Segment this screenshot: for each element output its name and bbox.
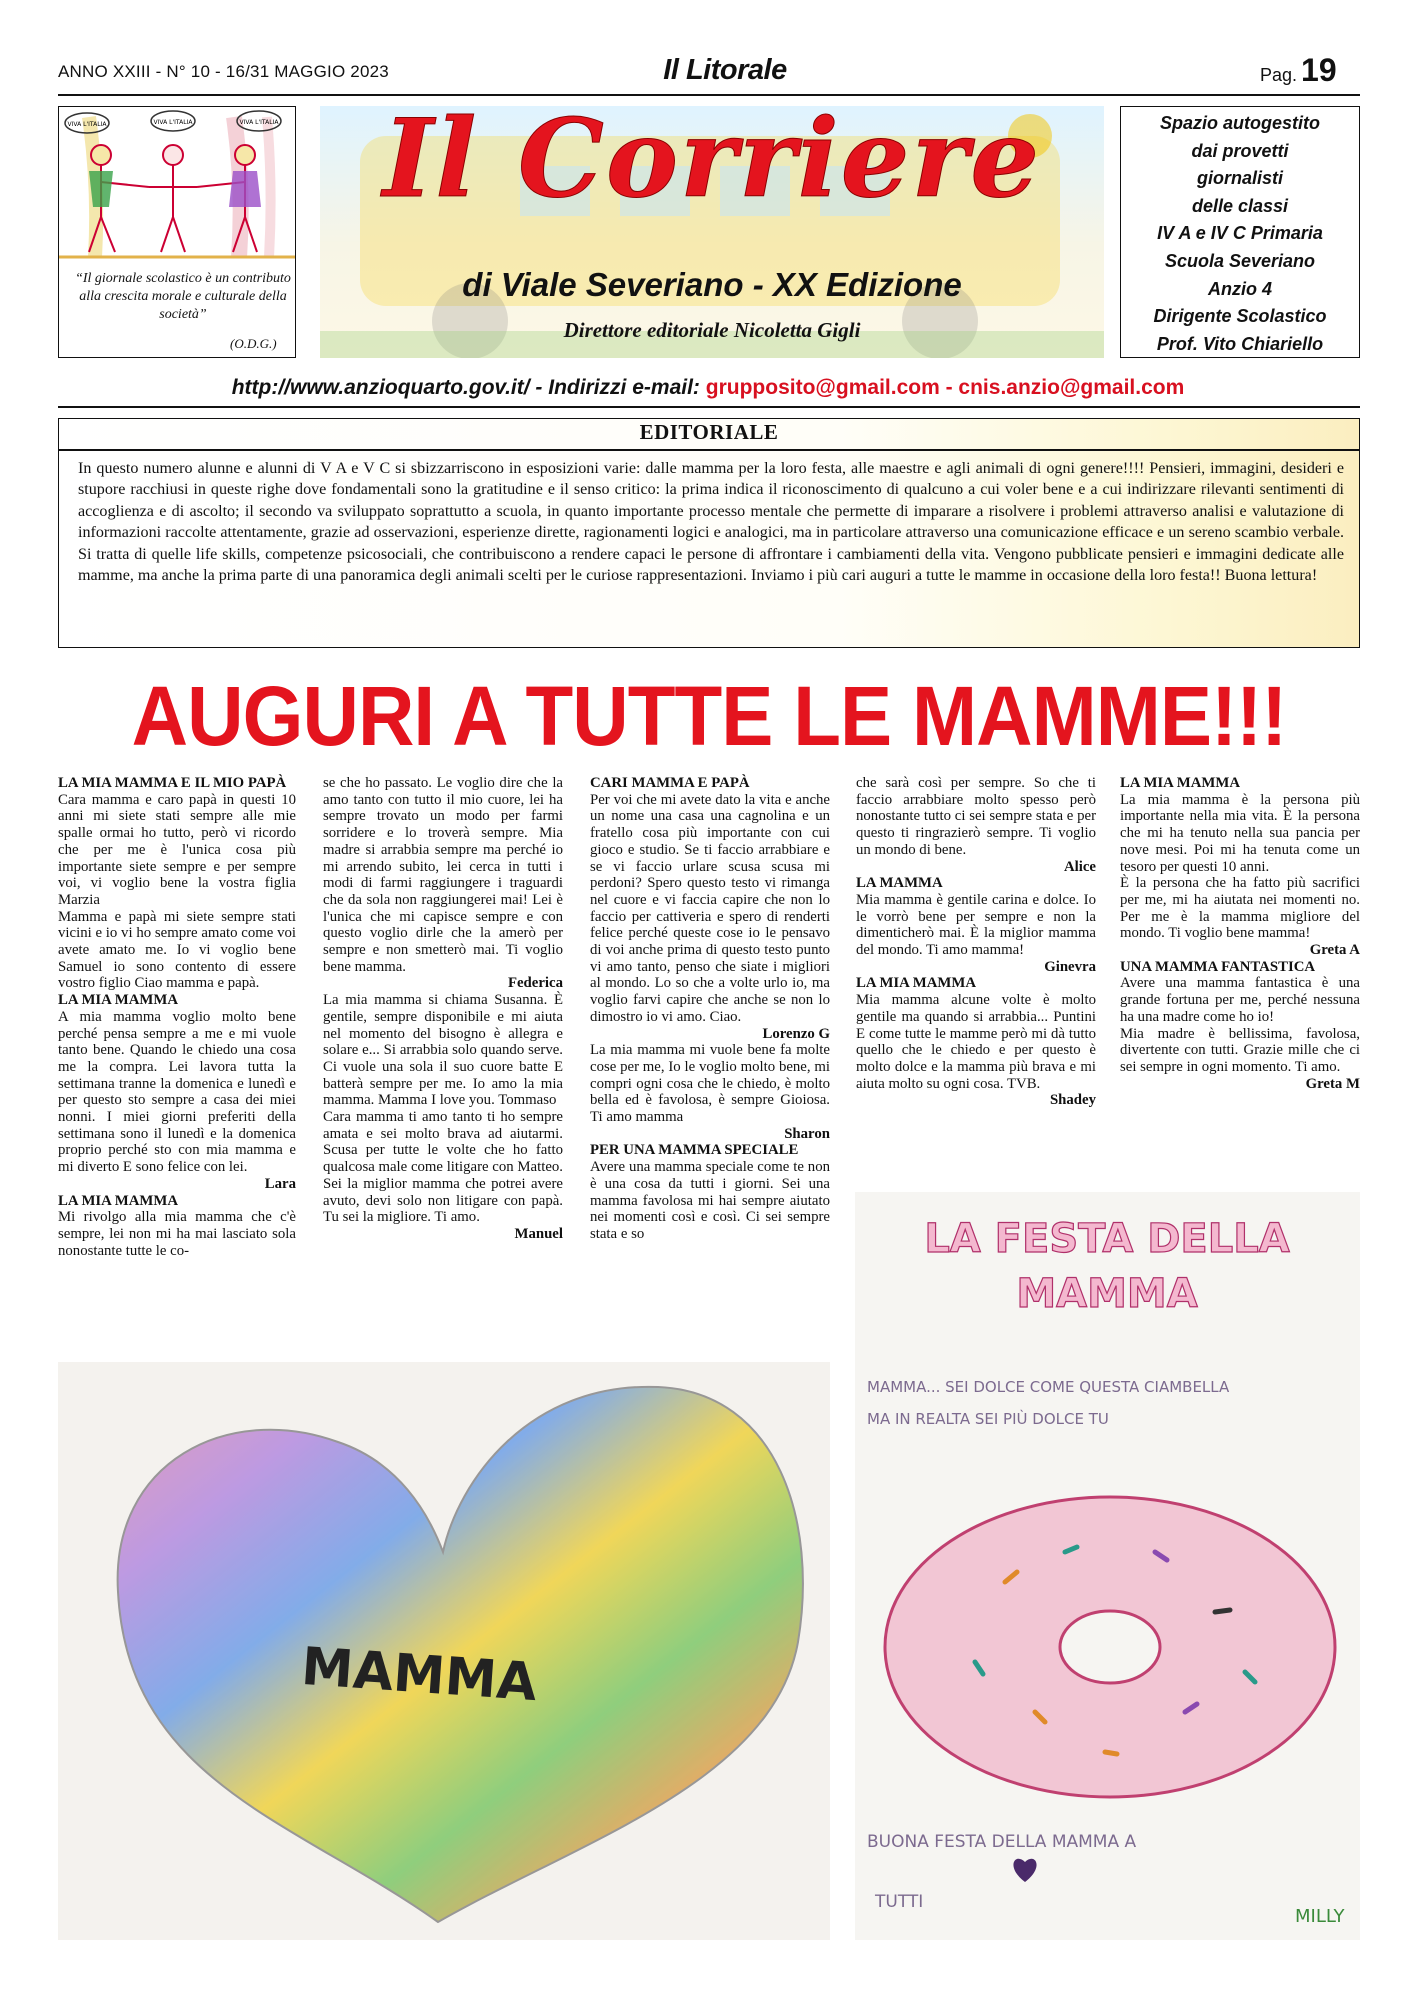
issue-info: ANNO XXIII - N° 10 - 16/31 MAGGIO 2023 bbox=[58, 62, 389, 81]
article-text: La mia mamma si chiama Susanna. È gentile, sempre disponibile e mi aiuta nel momento del bisogno è allegra e solare e... Si arrabbia solo quando serve. Ci vuole una sola il suo cuore batte E batterà sempre per me. Io amo la mia mamma. Mamma I love you. Tommaso bbox=[323, 992, 563, 1109]
article-text: È la persona che ha fatto più sacrifici per me, mi ha aiutata nei momenti no. Per me è la mamma migliore del mondo. Ti voglio bene mamma! bbox=[1120, 875, 1360, 942]
masthead-director: Direttore editoriale Nicoletta Gigli bbox=[563, 318, 861, 342]
article-text: Mia madre è bellissima, favolosa, divertente con tutti. Grazie mille che ci sei sempre in ogni momento. Ti amo. bbox=[1120, 1025, 1360, 1075]
article-text: Mamma e papà mi siete sempre stati vicini e io vi ho sempre amato come voi avete amato me. Io vi voglio bene Samuel io sono contento di essere vostro figlio Ciao mamma e papà. bbox=[58, 908, 296, 992]
donut-bottom-2: TUTTI bbox=[875, 1892, 924, 1912]
article-text: Mi rivolgo alla mia mamma che c'è sempre, lei non mi ha mai lasciato sola nonostante tutte le co- bbox=[58, 1209, 296, 1259]
donut-line-1: MAMMA... SEI DOLCE COME QUESTA CIAMBELLA bbox=[867, 1378, 1230, 1396]
children-drawing bbox=[59, 107, 295, 267]
page-number-value: 19 bbox=[1301, 52, 1337, 88]
odg-attribution: (O.D.G.) bbox=[230, 336, 277, 351]
contacts-rule bbox=[58, 406, 1360, 408]
class-info-line: Scuola Severiano bbox=[1164, 250, 1316, 271]
article-heading: LA MIA MAMMA E IL MIO PAPÀ bbox=[58, 775, 287, 791]
class-info-line: giornalisti bbox=[1196, 168, 1283, 189]
donut-line-2: MA IN REALTA SEI PIÙ DOLCE TU bbox=[867, 1410, 1109, 1428]
article-heading: LA MIA MAMMA bbox=[58, 992, 179, 1009]
editorial-title: EDITORIALE bbox=[639, 420, 779, 444]
website-link[interactable]: http://www.anzioquarto.gov.it/ - Indirizzi e-mail: bbox=[231, 376, 706, 399]
email-link-2[interactable]: cnis.anzio@gmail.com bbox=[958, 376, 1185, 399]
article-text: A mia mamma voglio molto bene perché pensa sempre a me e mi vuole tanto bene. Quando le chiedo una cosa me la compra. Lei lavora tutta la settimana tranne la domenica e lunedì e per questo sto sempre a casa dei miei nonni. I miei giorni preferiti della settimana sono il lunedì e la domenica proprio perché sto con mia mamma e mi diverto E sono felice con lei. bbox=[58, 1008, 296, 1176]
article-column-3 bbox=[590, 775, 830, 1243]
article-text: Mia mamma è gentile carina e dolce. Io le vorrò bene per sempre e non la dimenticherò mai. È la miglior mamma del mondo. Ti amo mamma! bbox=[856, 891, 1096, 959]
masthead-subtitle: di Viale Severiano - XX Edizione bbox=[462, 266, 962, 303]
bubble-text-3: VIVA L'ITALIA bbox=[239, 119, 279, 126]
article-text: che sarà così per sempre. So che ti faccio arrabbiare molto spesso però nonostante tutto ci sei sempre stata e per questo ti ringrazierò sempre. Ti voglio un mondo di bene. bbox=[856, 775, 1096, 858]
email-separator: - bbox=[939, 376, 959, 399]
class-info-line: dai provetti bbox=[1191, 140, 1289, 161]
article-signature: Manuel bbox=[514, 1225, 563, 1242]
bubble-text-2: VIVA L'ITALIA bbox=[153, 119, 193, 126]
article-column-2 bbox=[323, 775, 563, 1243]
article-text: Cara mamma ti amo tanto ti ho sempre amata e sei molto brava ad aiutarmi. Scusa per tutte le volte che ho fatto qualcosa male come litigare con Matteo. Sei la miglior mamma che potrei avere avuto, devi solo non litigare con papà. Tu sei la migliore. Ti amo. bbox=[323, 1109, 563, 1226]
class-info-line: Anzio 4 bbox=[1207, 278, 1272, 299]
article-heading: CARI MAMMA E PAPÀ bbox=[590, 775, 750, 791]
article-signature: Greta A bbox=[1309, 942, 1360, 959]
article-heading: LA MIA MAMMA bbox=[856, 975, 977, 992]
article-signature: Shadey bbox=[1049, 1092, 1096, 1109]
article-text: Cara mamma e caro papà in questi 10 anni mi siete stati sempre alle mie spalle ormai ho tutto, però vi ricordo che per me è l'unica cosa più importante siete sempre e per sempre voi, vi voglio bene la vostra figlia Marzia bbox=[58, 791, 296, 908]
class-info-line: Prof. Vito Chiariello bbox=[1156, 333, 1324, 354]
page-label: Pag. bbox=[1260, 65, 1298, 85]
article-heading: LA MIA MAMMA bbox=[1120, 775, 1241, 791]
class-info-line: delle classi bbox=[1191, 195, 1289, 216]
article-column-1 bbox=[58, 775, 296, 1259]
article-signature: Greta M bbox=[1305, 1075, 1360, 1092]
class-info-line: Dirigente Scolastico bbox=[1153, 306, 1327, 327]
article-text: Mia mamma alcune volte è molto gentile ma quando si arrabbia... Puntini E come tutte le mamme però mi dà tutto quello che le chiedo e per questo è molto dolce e la mamma più brava e mi aiuta molto su ogni cosa. TVB. bbox=[856, 992, 1096, 1092]
article-column-5 bbox=[1120, 775, 1360, 1092]
donut-title-2: MAMMA bbox=[1016, 1271, 1198, 1317]
article-heading: LA MAMMA bbox=[856, 875, 943, 892]
masthead-title: Il Corriere bbox=[382, 96, 1042, 222]
odg-quote: “Il giornale scolastico è un contributo alla crescita morale e culturale della società” bbox=[75, 271, 291, 322]
editorial-text: In questo numero alunne e alunni di V A e V C si sbizzarriscono in esposizioni varie: dalle mamma per la loro festa, alle maestre e agli animali di ogni genere!!!! Pensieri, immagini, desideri e stupore racchiusi in queste righe dove fondamentali sono la gratitudine e il senso critico: la prima indica il riconoscimento di qualcuno a cui voler bene e a cui indirizzare rilevanti sentimenti di accoglienza e di ascolto; il secondo va sviluppato soprattutto a scuola, in quanto importante processo mentale che permette di imparare a risolvere i problemi attraverso analisi e valutazione di informazioni raccolte attentamente, grazie ad osservazioni, esperienze dirette, ragionamenti logici e analogici, ma in particolare attraverso una comunicazione efficace e un sereno scambio verbale. Si tratta di quelle life skills, competenze psicosociali, che contribuiscono a rendere capaci le persone di affrontare i cambiamenti della vita. Vengono pubblicate pensieri e immagini dedicate alle mamme, ma anche la prima parte di una panoramica degli animali scelti per le curiose rappresentazioni. Inviamo i più cari auguri a tutte le mamme in occasione della loro festa!! Buona lettura! bbox=[78, 460, 1344, 585]
article-signature: Lara bbox=[264, 1175, 296, 1192]
donut-drawing bbox=[855, 1192, 1360, 1940]
article-column-4 bbox=[856, 775, 1096, 1109]
article-heading: UNA MAMMA FANTASTICA bbox=[1120, 958, 1316, 975]
article-text: La mia mamma è la persona più importante nella mia vita. È la persona che mi ha tenuto nella sua pancia per nove mesi. Poi mi ha tenuta come un tesoro per questi 10 anni. bbox=[1120, 791, 1360, 875]
donut-signature: MILLY bbox=[1295, 1906, 1345, 1927]
article-text: se che ho passato. Le voglio dire che la amo tanto con tutto il mio cuore, lei ha sempre trovato un modo per farmi sorridere e lo troverà sempre. Mia madre si arrabbia sempre ma perché io mi arrendo subito, lei cerca in tutti i modi di farmi raggiungere i traguardi che da sola non raggiungerei mai! Lei è l'unica che mi capisce sempre e con questo voglio dirle che la amerò per sempre e non smetterò mai. Ti voglio bene mamma. bbox=[323, 775, 563, 975]
donut-title-1: LA FESTA DELLA bbox=[924, 1216, 1290, 1262]
article-text: Avere una mamma speciale come te non è una cosa da tutti i giorni. Sei una mamma favolosa mi hai sempre aiutato nei momenti così e così. Ci sei sempre stata e so bbox=[590, 1159, 830, 1242]
article-signature: Lorenzo G bbox=[762, 1025, 830, 1042]
contacts-line bbox=[58, 376, 1358, 400]
article-signature: Ginevra bbox=[1044, 958, 1096, 975]
heart-drawing-art bbox=[58, 1362, 830, 1940]
editorial-title-rule bbox=[59, 449, 1359, 451]
class-info-box bbox=[1120, 106, 1360, 358]
newspaper-name: Il Litorale bbox=[663, 54, 787, 86]
donut-bottom-1: BUONA FESTA DELLA MAMMA A bbox=[867, 1832, 1137, 1852]
article-text: Avere una mamma fantastica è una grande fortuna per me, perché nessuna ha una madre come ho io! bbox=[1120, 975, 1360, 1025]
class-info-line: IV A e IV C Primaria bbox=[1157, 223, 1323, 244]
article-text: La mia mamma mi vuole bene fa molte cose per me, Io le voglio molto bene, mi compri ogni cosa che le chiedo, è molto bella ed è favolosa, è sempre Gioiosa. Ti amo mamma bbox=[590, 1042, 830, 1126]
article-signature: Alice bbox=[1063, 858, 1096, 875]
bubble-text-1: VIVA L'ITALIA bbox=[67, 121, 107, 128]
class-info-line: Spazio autogestito bbox=[1159, 113, 1320, 133]
article-signature: Sharon bbox=[784, 1125, 830, 1142]
article-signature: Federica bbox=[507, 975, 563, 992]
article-text: Per voi che mi avete dato la vita e anche un nome una casa una cagnolina e un fratello cosa più importante con cui gioco e studio. Se ti faccio arrabbiare e se vi faccio urlare scusa scusa mi perdoni? Spero questo testo vi rimanga nel cuore e vi faccia capire che non lo faccio per cattiveria e spero di renderti felice perché queste cose io le pensavo di voi anche prima di questo testo punto vi amo tanto, penso che siate i migliori al mondo. Lo so che a volte urlo io, ma voglio farvi capire che anche se non lo dimostro io vi amo. Ciao. bbox=[590, 791, 830, 1025]
page-number bbox=[1260, 52, 1337, 89]
article-heading: PER UNA MAMMA SPECIALE bbox=[590, 1142, 799, 1159]
donut-drawing-art bbox=[855, 1192, 1360, 1940]
heart-word: MAMMA bbox=[299, 1636, 539, 1714]
heart-drawing bbox=[58, 1362, 830, 1940]
email-link-1[interactable]: grupposito@gmail.com bbox=[705, 376, 940, 399]
main-headline: AUGURI A TUTTE LE MAMME!!! bbox=[131, 669, 1287, 763]
article-heading: LA MIA MAMMA bbox=[58, 1192, 179, 1209]
